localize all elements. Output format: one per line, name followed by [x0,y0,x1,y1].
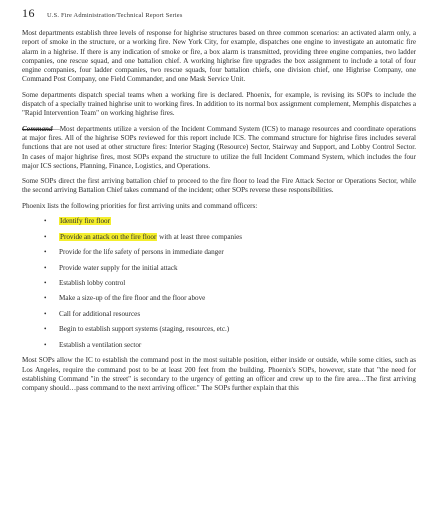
bullet-icon: • [44,294,47,303]
list-item [44,310,416,319]
paragraph-battalion-chief: Some SOPs direct the first arriving battalion chief to proceed to the fire floor to lead the Fire Attack Sector or Operations Sector, while the second arriving Battalion Chief takes command of the incident; other SOPs reverse these responsibilities. [22,177,416,195]
running-header [22,6,416,21]
highlighted-text: Provide an attack on the fire floor [60,232,157,241]
list-item-text: Provide water supply for the initial attack [59,263,178,272]
bullet-icon: • [44,248,47,257]
bullet-icon: • [44,232,47,241]
run-in-heading-command: Command [22,124,53,133]
paragraph-command-post: Most SOPs allow the IC to establish the command post in the most suitable position, either inside or outside, while some cities, such as Los Angeles, require the command post to be at least 200 feet from the building. Phoenix's SOPs, however, state that "the need for establishing Command "in the street" is secondary to the urgency of getting an officer and crew up to the fire area…The first arriving company should…pass command to the next arriving officer." The SOPs further explain that this [22,356,416,393]
paragraph-special-teams: Some departments dispatch special teams when a working fire is declared. Phoenix, for example, is revising its SOPs to include the dispatch of a specially trained highrise unit to working fires. In addition to its normal box assignment complement, Memphis dispatches a "Rapid Intervention Team" on working highrise fires. [22,90,416,118]
list-item-text: Provide for the life safety of persons in immediate danger [59,248,224,257]
page-number: 16 [22,6,35,20]
list-item-text: Begin to establish support systems (staging, resources, etc.) [59,325,230,334]
series-title: U.S. Fire Administration/Technical Report Series [47,12,183,19]
paragraph-priorities-intro: Phoenix lists the following priorities for first arriving units and command officers: [22,201,258,210]
command-body: —Most departments utilize a version of the Incident Command System (ICS) to manage resources and coordinate operations at major fires. All of the highrise SOPs reviewed for this report include ICS. The command structure for highrise fires includes several functions that are not used at other structure fires: Interior Staging (Resource) Sector, Stairway and Support, and Lobby Control Sector. In cases of major highrise fires, most SOPs expand the structure to utilize the full Incident Command System, which includes the four major ICS sections, Planning, Finance, Logistics, and Operations. [22,124,416,170]
list-item-text: with at least three companies [157,232,243,241]
bullet-icon: • [44,309,47,318]
list-item-text: Call for additional resources [59,309,141,318]
list-item-text: Make a size-up of the fire floor and the floor above [59,294,206,303]
highlighted-text: Identify fire floor [60,217,110,226]
list-item-text: Establish a ventilation sector [59,340,142,349]
bullet-icon: • [44,278,47,287]
list-item [44,279,416,288]
list-item [44,264,416,273]
bullet-icon: • [44,325,47,334]
priorities-list [22,217,416,350]
list-item [44,341,416,350]
paragraph-command [22,125,416,171]
bullet-icon: • [44,340,47,349]
paragraph-response-levels: Most departments establish three levels of response for highrise structures based on three common scenarios: an activated alarm only, a report of smoke in the structure, or a working fire. New York City, for example, dispatches one engine to investigate an automatic fire alarm in a highrise. If there is any indication of smoke or fire, a box alarm is transmitted, providing three engine companies, two ladder companies, one rescue squad, and one battalion chief. A working highrise fire upgrades the box assignment to include a total of four engine companies, four ladder companies, two rescue squads, four battalion chiefs, one division chief, one Highrise Company, one Command Post Company, one Field Commander, and one Mask Service Unit. [22,29,416,84]
bullet-icon: • [44,263,47,272]
bullet-icon: • [44,217,47,226]
list-item-text: Establish lobby control [59,278,126,287]
list-item [44,325,416,334]
list-item [44,248,416,257]
list-item [44,217,416,226]
list-item [44,294,416,303]
list-item [44,233,416,242]
